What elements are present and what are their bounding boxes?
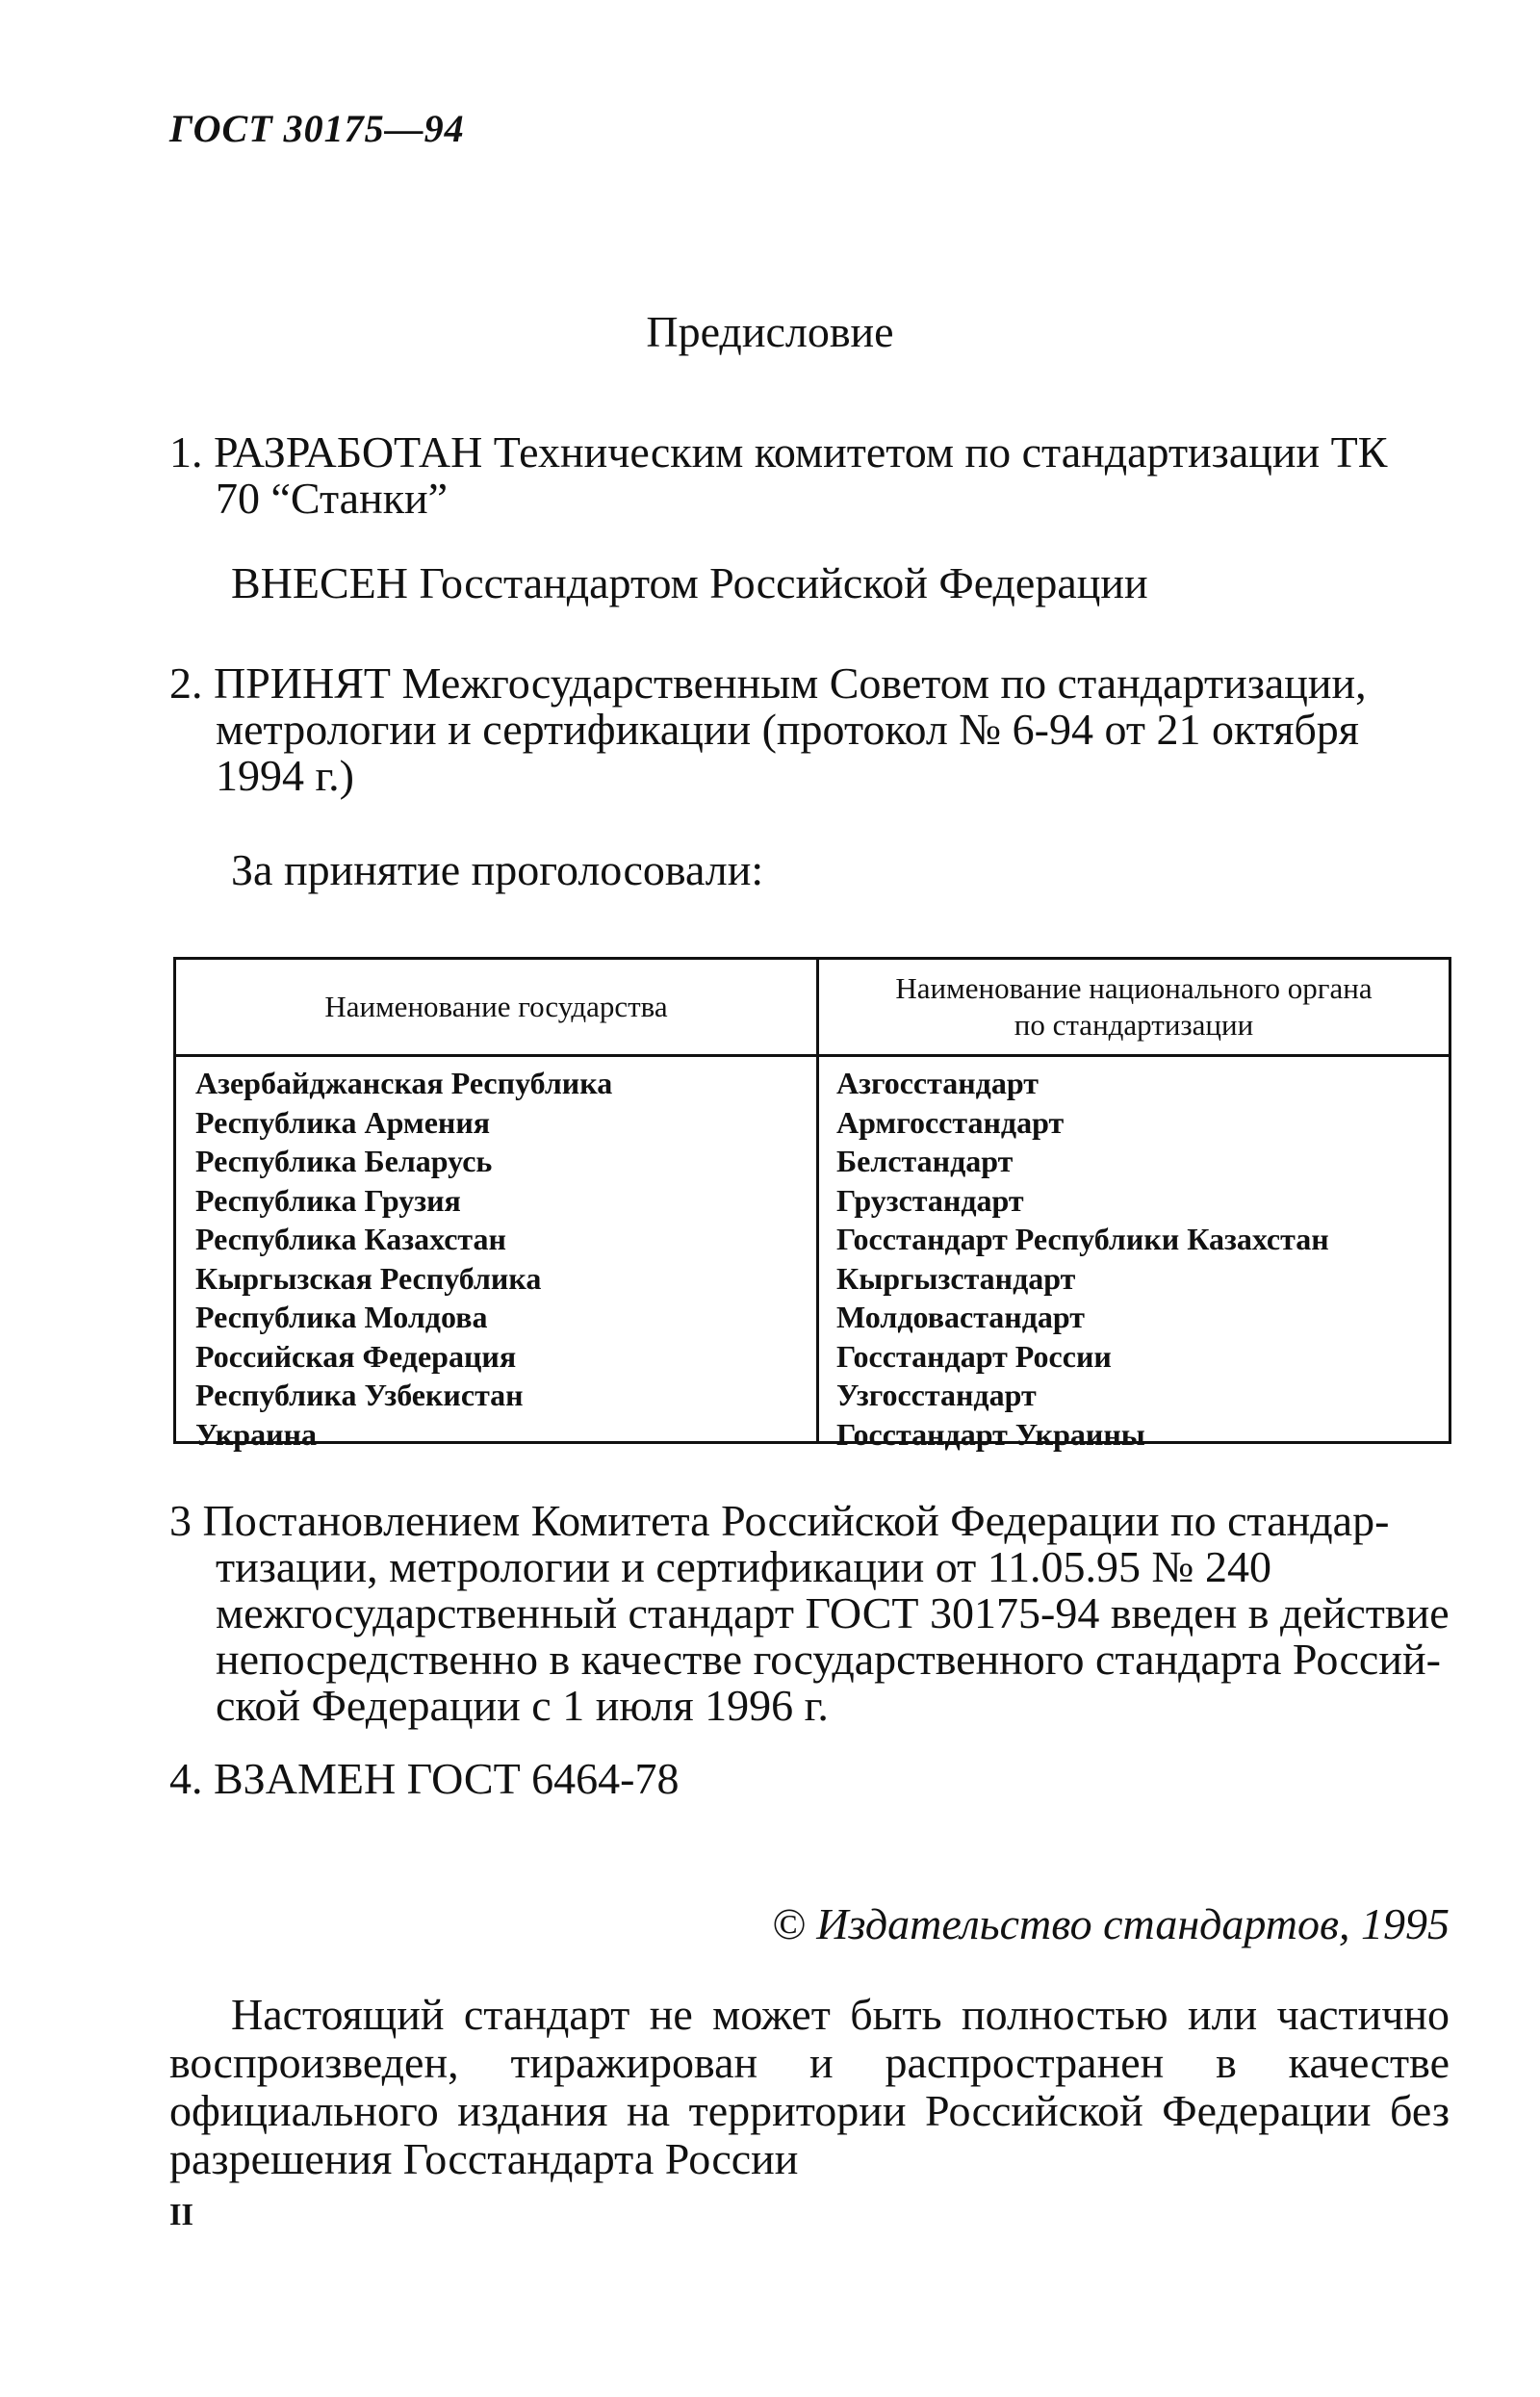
voted-for-label: За принятие проголосовали:	[231, 845, 764, 894]
item-3-number: 3	[169, 1496, 192, 1545]
table-cell-state: Республика Молдова	[195, 1300, 488, 1334]
item-1-developed-by	[169, 429, 1450, 522]
item-4-replaces: 4. ВЗАМЕН ГОСТ 6464-78	[169, 1754, 680, 1803]
table-cell-body: Узгосстандарт	[836, 1378, 1037, 1412]
table-column-states	[195, 1064, 612, 1454]
item-3-line-1: Постановлением Комитета Российской Федерации по стандар-	[202, 1496, 1390, 1545]
table-cell-body: Белстандарт	[836, 1144, 1014, 1178]
table-cell-state: Республика Узбекистан	[195, 1378, 524, 1412]
table-header-state-text: Наименование государства	[324, 990, 668, 1023]
table-cell-body: Кыргызстандарт	[836, 1260, 1076, 1296]
item-1-line-2: 70 “Станки”	[216, 474, 449, 523]
reproduction-notice: Настоящий стандарт не может быть полностью или частично воспроизведен, тиражирован и распространен в качестве официального издания на территории Российской Федерации без разрешения Госстандарта России	[169, 1990, 1450, 2183]
copyright-notice: © Издательство стандартов, 1995	[771, 1899, 1450, 1948]
section-title: Предисловие	[646, 307, 894, 356]
table-header-divider	[176, 1054, 1449, 1057]
table-cell-body: Грузстандарт	[836, 1182, 1024, 1218]
table-cell-state: Республика Грузия	[195, 1182, 461, 1218]
page-number: II	[169, 2197, 193, 2231]
item-2-line-3: 1994 г.)	[216, 751, 354, 800]
voting-states-table	[173, 957, 1451, 1452]
table-header-body-line-1: Наименование национального органа	[895, 971, 1373, 1005]
item-1-line-1: РАЗРАБОТАН Техническим комитетом по стандартизации ТК	[214, 427, 1388, 477]
item-3-line-5: ской Федерации с 1 июля 1996 г.	[216, 1681, 829, 1730]
item-3-line-4: непосредственно в качестве государственного стандарта Россий-	[216, 1635, 1441, 1684]
table-header-state	[176, 960, 816, 1054]
item-2-line-1: ПРИНЯТ Межгосударственным Советом по стандартизации,	[214, 658, 1367, 708]
table-cell-state: Республика Беларусь	[195, 1144, 493, 1178]
table-cell-state: Украина	[195, 1416, 317, 1452]
item-2-adopted-by	[169, 660, 1450, 799]
table-cell-state: Азербайджанская Республика	[195, 1066, 613, 1100]
table-column-bodies	[836, 1064, 1329, 1454]
table-cell-body: Госстандарт Украины	[836, 1416, 1145, 1452]
table-header-body-line-2: по стандартизации	[1014, 1008, 1254, 1042]
table-cell-state: Республика Армения	[195, 1104, 491, 1140]
table-header-national-body	[819, 960, 1449, 1054]
table-cell-body: Армгосстандарт	[836, 1104, 1065, 1140]
table-cell-body: Госстандарт Республики Казахстан	[836, 1222, 1329, 1256]
item-3-resolution	[169, 1498, 1450, 1729]
table-cell-state: Республика Казахстан	[195, 1222, 506, 1256]
item-1-introduced-by: ВНЕСЕН Госстандартом Российской Федерации	[231, 558, 1148, 607]
table-cell-state: Кыргызская Республика	[195, 1260, 542, 1296]
item-2-number: 2.	[169, 658, 203, 708]
item-3-line-2: тизации, метрологии и сертификации от 11.05.95 № 240	[216, 1542, 1271, 1591]
item-1-number: 1.	[169, 427, 203, 477]
table-cell-body: Госстандарт России	[836, 1338, 1112, 1374]
table-cell-body: Азгосстандарт	[836, 1066, 1039, 1100]
table-cell-body: Молдовастандарт	[836, 1300, 1086, 1334]
table-cell-state: Российская Федерация	[195, 1338, 517, 1374]
item-3-line-3: межгосударственный стандарт ГОСТ 30175-94 введен в действие	[216, 1588, 1450, 1637]
document-id-header: ГОСТ 30175—94	[169, 107, 465, 150]
item-2-line-2: метрологии и сертификации (протокол № 6-94 от 21 октября	[216, 705, 1359, 754]
